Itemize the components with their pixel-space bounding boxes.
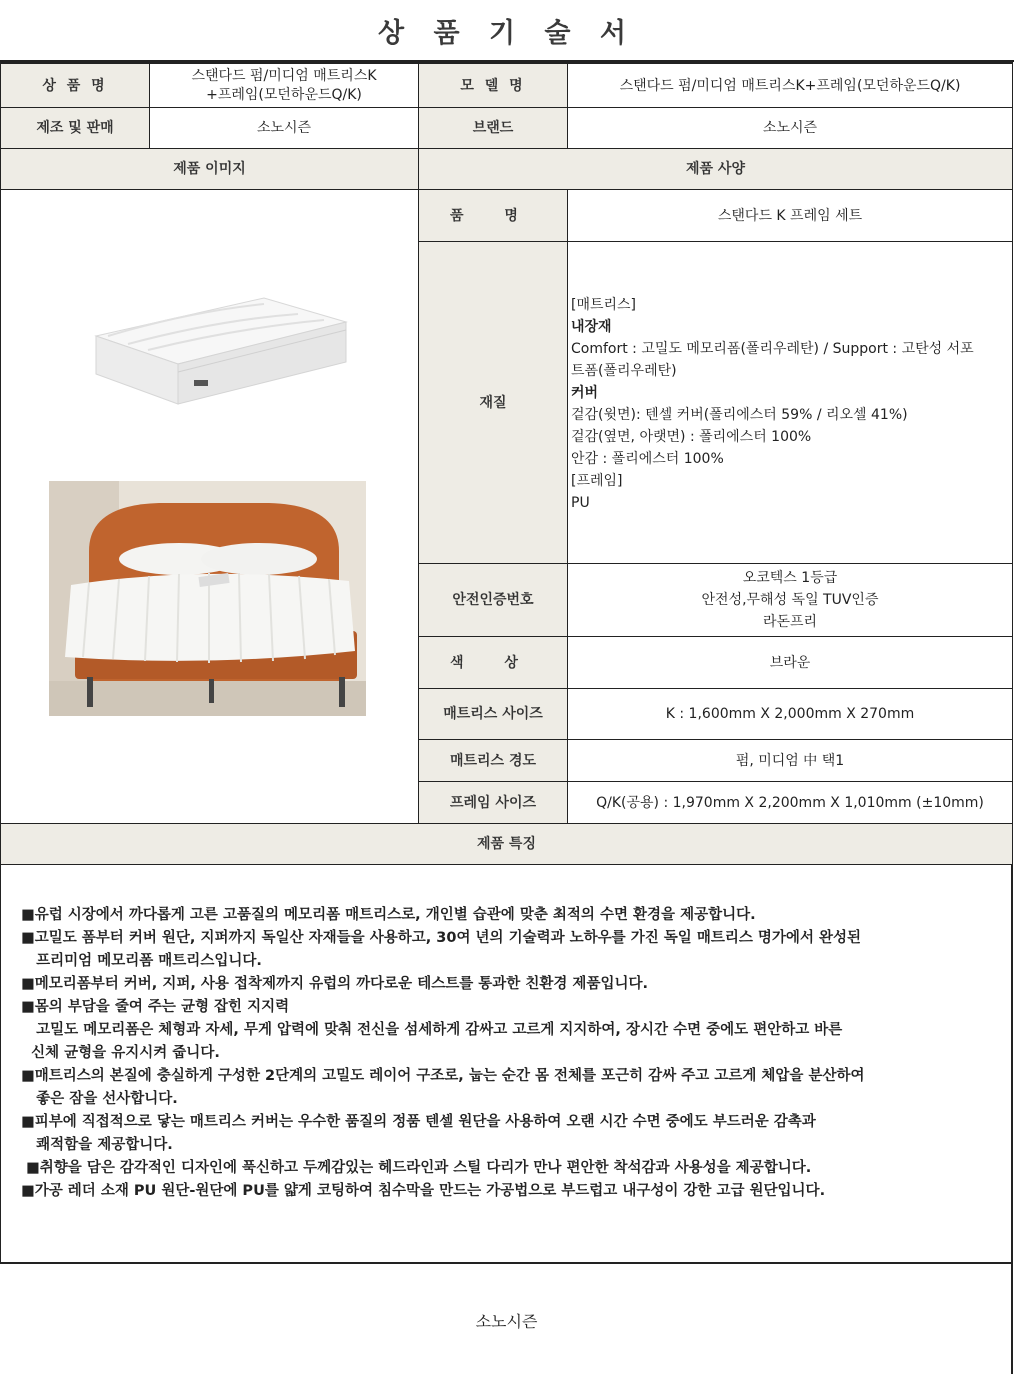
- frame-size-value: Q/K(공용) : 1,970mm X 2,200mm X 1,010mm (±10mm): [567, 781, 1013, 824]
- bed-image: [49, 481, 366, 716]
- maker-value: 소노시즌: [149, 107, 419, 149]
- brand-value: 소노시즌: [567, 107, 1013, 149]
- material-line: 겉감(옆면, 아랫면) : 폴리에스터 100%: [571, 429, 812, 445]
- model-label: 모 델 명: [418, 62, 568, 108]
- feature-line: ■고밀도 폼부터 커버 원단, 지퍼까지 독일산 자재들을 사용하고, 30여 년의 기술력과 노하우를 가진 독일 매트리스 명가에서 완성된: [21, 930, 862, 946]
- mattress-image: [88, 292, 354, 408]
- product-name-value: [149, 62, 419, 108]
- material-line: [매트리스]: [571, 297, 637, 313]
- material-label: 재질: [418, 241, 568, 564]
- material-line: 내장재: [571, 319, 612, 335]
- cert-label: 안전인증번호: [418, 563, 568, 637]
- material-line: Comfort : 고밀도 메모리폼(폴리우레탄) / Support : 고탄성 서포: [571, 341, 974, 357]
- material-line: PU: [571, 495, 590, 511]
- mattress-size-label: 매트리스 사이즈: [418, 688, 568, 740]
- item-value: 스탠다드 K 프레임 세트: [567, 189, 1013, 242]
- cert-value: [567, 563, 1013, 637]
- product-name-line1: 스탠다드 펌/미디엄 매트리스K: [191, 67, 377, 84]
- item-label: 품 명: [418, 189, 568, 242]
- feature-line: 쾌적함을 제공합니다.: [21, 1137, 173, 1153]
- feature-line: 프리미엄 메모리폼 매트리스입니다.: [21, 953, 262, 969]
- features-list: [0, 864, 1013, 1264]
- page-title: 상 품 기 술 서: [0, 0, 1014, 62]
- material-value: [567, 241, 1013, 564]
- material-line: 트폼(폴리우레탄): [571, 363, 677, 379]
- cert-line-1: 오코텍스 1등급: [742, 570, 838, 586]
- firmness-value: 펌, 미디엄 中 택1: [567, 739, 1013, 782]
- feature-line: ■가공 레더 소재 PU 원단-원단에 PU를 얇게 코팅하여 침수막을 만드는 가공법으로 부드럽고 내구성이 강한 고급 원단입니다.: [21, 1183, 826, 1199]
- material-line: [프레임]: [571, 473, 623, 489]
- feature-line: ■피부에 직접적으로 닿는 매트리스 커버는 우수한 품질의 정품 텐셀 원단을 사용하여 오랜 시간 수면 중에도 부드러운 감촉과: [21, 1114, 816, 1130]
- material-line: 커버: [571, 385, 599, 401]
- cert-line-3: 라돈프리: [762, 614, 818, 630]
- feature-line: ■메모리폼부터 커버, 지퍼, 사용 접착제까지 유럽의 까다로운 테스트를 통과한 친환경 제품입니다.: [21, 976, 648, 992]
- model-value: 스탠다드 펌/미디엄 매트리스K+프레임(모던하운드Q/K): [567, 62, 1013, 108]
- product-name-label: 상 품 명: [0, 62, 150, 108]
- brand-label: 브랜드: [418, 107, 568, 149]
- image-section-label: 제품 이미지: [0, 148, 419, 190]
- firmness-label: 매트리스 경도: [418, 739, 568, 782]
- feature-line: ■매트리스의 본질에 충실하게 구성한 2단계의 고밀도 레이어 구조로, 눕는 순간 몸 전체를 포근히 감싸 주고 고르게 체압을 분산하여: [21, 1068, 865, 1084]
- feature-line: ■몸의 부담을 줄여 주는 균형 잡힌 지지력: [21, 999, 290, 1015]
- material-line: 안감 : 폴리에스터 100%: [571, 451, 724, 467]
- feature-line: 고밀도 메모리폼은 체형과 자세, 무게 압력에 맞춰 전신을 섬세하게 감싸고 고르게 지지하여, 장시간 수면 중에도 편안하고 바른: [21, 1022, 843, 1038]
- cert-line-2: 안전성,무해성 독일 TUV인증: [701, 592, 879, 608]
- spec-section-label: 제품 사양: [418, 148, 1013, 190]
- feature-line: 좋은 잠을 선사합니다.: [21, 1091, 178, 1107]
- spec-sheet: [0, 62, 1013, 1374]
- maker-label: 제조 및 판매: [0, 107, 150, 149]
- features-section-label: 제품 특징: [0, 823, 1013, 865]
- material-line: 겉감(윗면): 텐셀 커버(폴리에스터 59% / 리오셀 41%): [571, 407, 908, 423]
- color-label: 색 상: [418, 636, 568, 689]
- product-name-line2: +프레임(모던하운드Q/K): [206, 86, 362, 103]
- feature-line: ■취향을 담은 감각적인 디자인에 푹신하고 두께감있는 헤드라인과 스틸 다리가 만나 편안한 착석감과 사용성을 제공합니다.: [21, 1160, 812, 1176]
- feature-line: ■유럽 시장에서 까다롭게 고른 고품질의 메모리폼 매트리스로, 개인별 습관에 맞춘 최적의 수면 환경을 제공합니다.: [21, 907, 756, 923]
- feature-line: 신체 균형을 유지시켜 줍니다.: [21, 1045, 220, 1061]
- color-value: 브라운: [567, 636, 1013, 689]
- mattress-size-value: K : 1,600mm X 2,000mm X 270mm: [567, 688, 1013, 740]
- frame-size-label: 프레임 사이즈: [418, 781, 568, 824]
- footer-brand: 소노시즌: [475, 1311, 538, 1331]
